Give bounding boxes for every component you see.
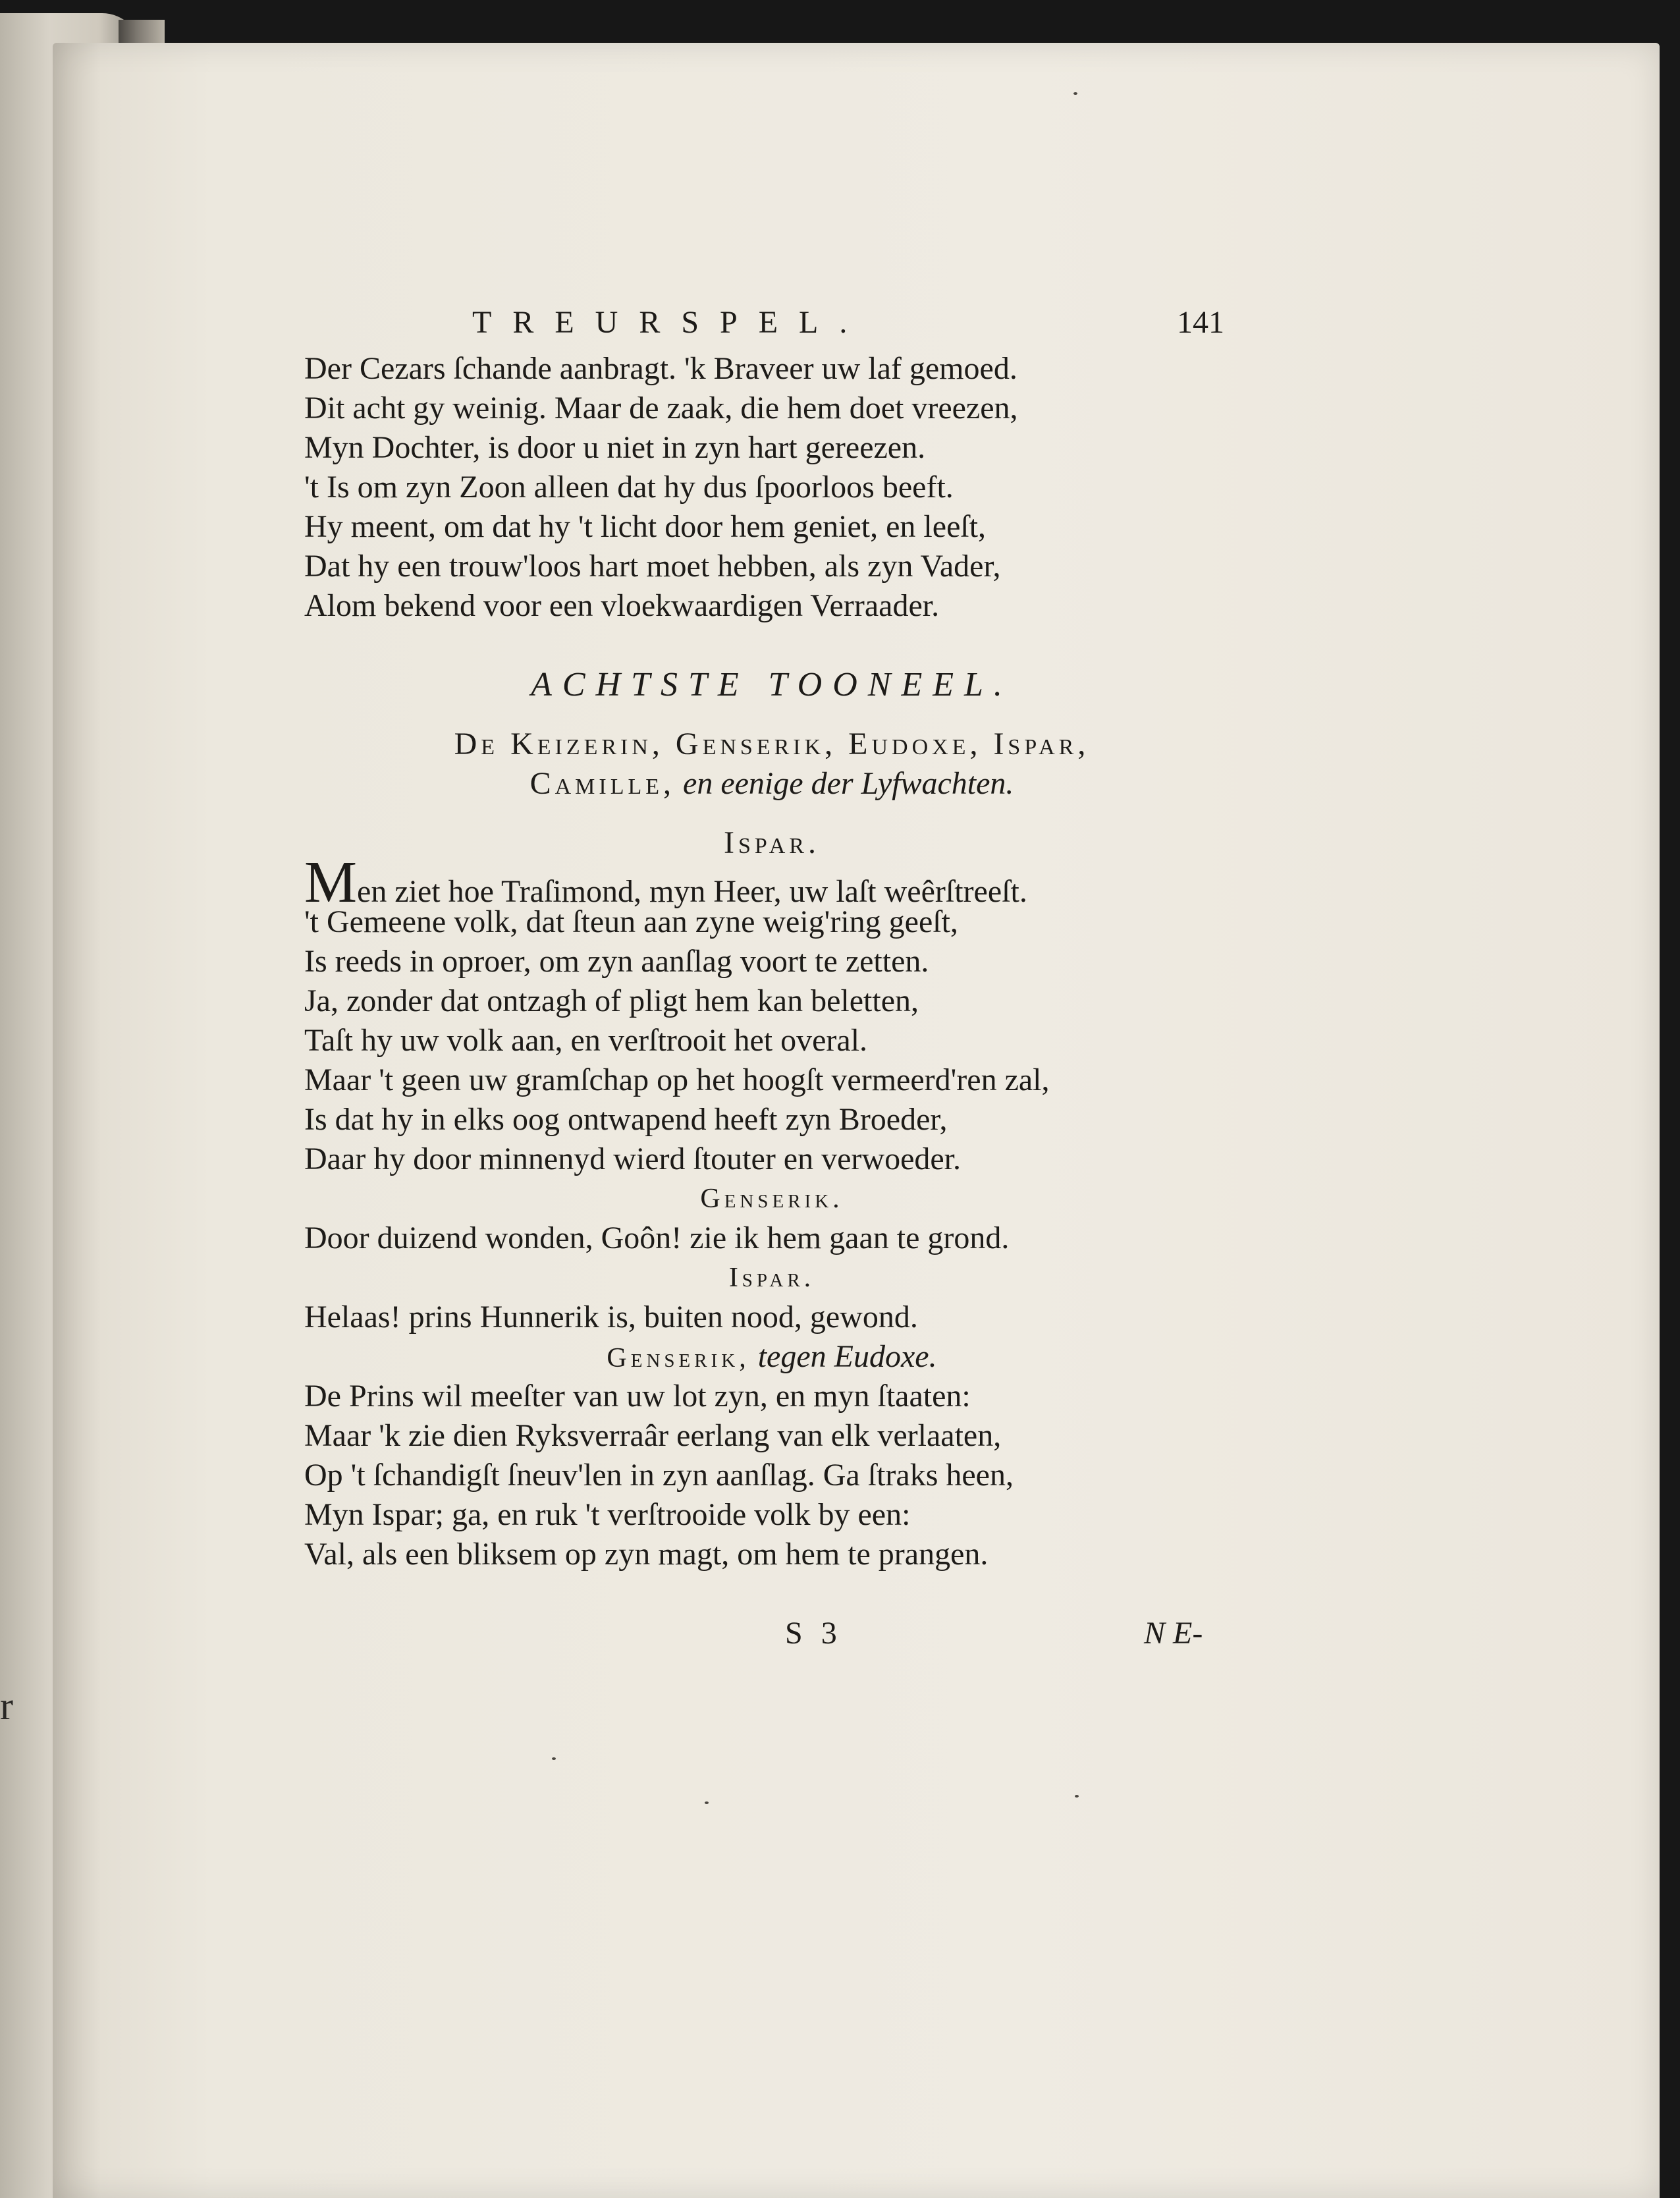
page-footer bbox=[304, 1614, 1239, 1653]
paper-speck bbox=[1073, 92, 1077, 95]
stage-direction: tegen Eudoxe. bbox=[757, 1339, 937, 1374]
verse-line: Myn Dochter, is door u niet in zyn hart gereezen. bbox=[304, 430, 926, 465]
speaker-name: Genserik. bbox=[700, 1184, 844, 1214]
verse-line: Maar 't geen uw gramſchap op het hoogſt vermeerd'ren zal, bbox=[304, 1062, 1050, 1097]
verse-line: Der Cezars ſchande aanbragt. 'k Braveer uw laf gemoed. bbox=[304, 351, 1017, 386]
paper-speck bbox=[552, 1757, 556, 1760]
running-header bbox=[304, 303, 1239, 343]
catchword: N E- bbox=[1144, 1616, 1203, 1651]
paper-speck bbox=[705, 1801, 709, 1804]
verse-line: Door duizend wonden, Goôn! zie ik hem gaan te grond. bbox=[304, 1221, 1010, 1255]
running-title: TREURSPEL. bbox=[472, 305, 869, 340]
verse-line: Taſt hy uw volk aan, en verſtrooit het overal. bbox=[304, 1023, 868, 1058]
verse-line: Helaas! prins Hunnerik is, buiten nood, gewond. bbox=[304, 1300, 918, 1334]
verse-line: Hy meent, om dat hy 't licht door hem geniet, en leeſt, bbox=[304, 509, 987, 544]
signature-mark: S 3 bbox=[785, 1616, 842, 1651]
verse-line: Op 't ſchandigſt ſneuv'len in zyn aanſlag. Ga ſtraks heen, bbox=[304, 1458, 1014, 1493]
speaker-name: Ispar. bbox=[728, 1263, 815, 1293]
verse-line: Maar 'k zie dien Ryksverraâr eerlang van elk verlaaten, bbox=[304, 1418, 1002, 1453]
verse-line: Myn Ispar; ga, en ruk 't verſtrooide volk by een: bbox=[304, 1497, 911, 1532]
verse-line: 't Gemeene volk, dat ſteun aan zyne weig'ring geeſt, bbox=[304, 904, 958, 939]
paper-speck bbox=[1075, 1795, 1079, 1798]
verse-line: De Prins wil meeſter van uw lot zyn, en myn ſtaaten: bbox=[304, 1379, 971, 1414]
left-page-edge-letter: r bbox=[0, 1684, 13, 1728]
cast-list-line-1: De Keizerin, Genserik, Eudoxe, Ispar, bbox=[454, 727, 1090, 761]
verse-line: Dit acht gy weinig. Maar de zaak, die hem doet vreezen, bbox=[304, 391, 1018, 426]
verse-line: Is dat hy in elks oog ontwapend heeft zyn Broeder, bbox=[304, 1102, 948, 1137]
cast-names: Camille, bbox=[529, 766, 676, 801]
verse-line bbox=[304, 850, 1239, 915]
scene-title: ACHTSTE TOONEEL. bbox=[531, 666, 1013, 703]
verse-line: Dat hy een trouw'loos hart moet hebben, als zyn Vader, bbox=[304, 549, 1001, 584]
verse-line-text: en ziet hoe Traſimond, myn Heer, uw laſt weêrſtreeſt. bbox=[357, 874, 1027, 909]
verse-line: Val, als een bliksem op zyn magt, om hem te prangen. bbox=[304, 1537, 989, 1572]
verse-line: Daar hy door minnenyd wierd ſtouter en verwoeder. bbox=[304, 1141, 962, 1176]
verse-line: Alom bekend voor een vloekwaardigen Verraader. bbox=[304, 588, 940, 623]
verse-line: Is reeds in oproer, om zyn aanſlag voort te zetten. bbox=[304, 944, 929, 979]
drop-cap: M bbox=[304, 850, 358, 915]
verse-line: 't Is om zyn Zoon alleen dat hy dus ſpoorloos beeft. bbox=[304, 470, 954, 505]
speaker-heading bbox=[304, 1337, 1239, 1377]
verse-line: Ja, zonder dat ontzagh of pligt hem kan beletten, bbox=[304, 983, 919, 1018]
cast-note: en eenige der Lyfwachten. bbox=[683, 766, 1014, 801]
page-number: 141 bbox=[1177, 305, 1224, 340]
speaker-name: Genserik, bbox=[607, 1343, 750, 1373]
cast-list-line-2 bbox=[304, 764, 1239, 804]
speaker-name: Ispar. bbox=[724, 825, 820, 860]
